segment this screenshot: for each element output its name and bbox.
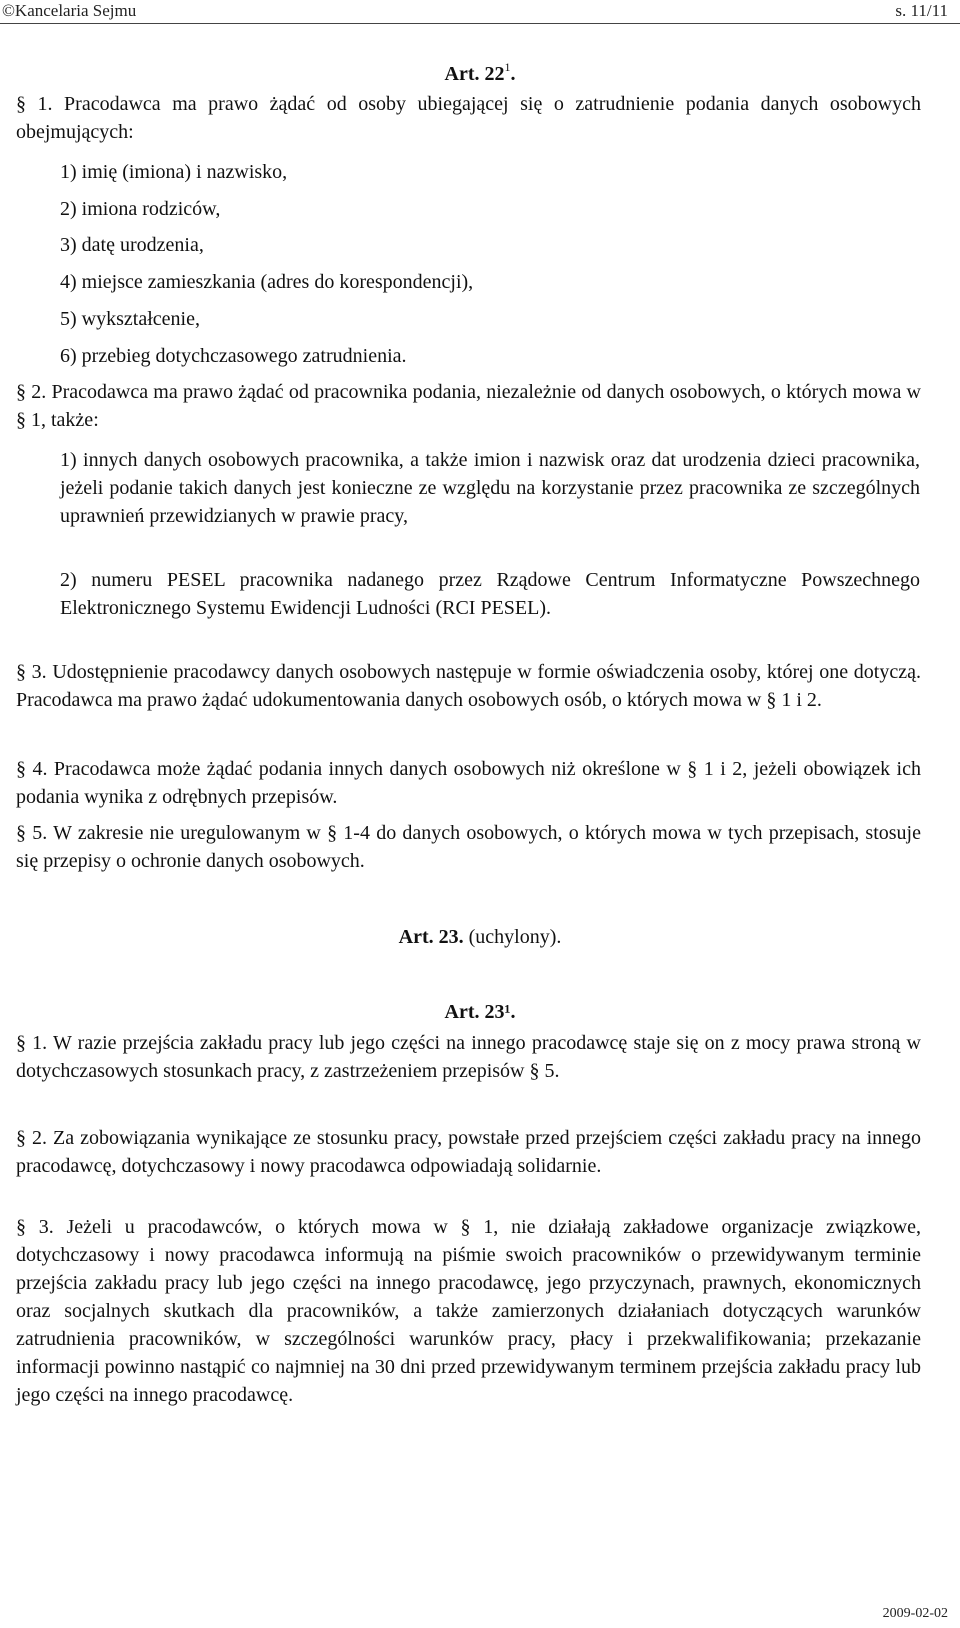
list-item: 1) imię (imiona) i nazwisko, — [60, 161, 288, 183]
list-item: 1) innych danych osobowych pracownika, a także imion i nazwisk oraz dat urodzenia dzieci pracownika, jeżeli podanie takich danych jest konieczne ze względu na korzystanie przez pracownika ze szczególnych uprawnień przewidzianych w prawie pracy, — [60, 449, 920, 527]
paragraph-22-1-1: § 1. Pracodawca ma prawo żądać od osoby ubiegającej się o zatrudnienie podania danych osobowych obejmujących: — [16, 93, 921, 143]
publisher-label: ©Kancelaria Sejmu — [2, 1, 137, 20]
paragraph-23-1-1: § 1. W razie przejścia zakładu pracy lub jego części na innego pracodawcę staje się on z mocy prawa stroną w dotychczasowych stosunkach pracy, z zastrzeżeniem przepisów § 5. — [16, 1032, 921, 1082]
article-heading-23 — [0, 925, 960, 949]
paragraph-23-1-3: § 3. Jeżeli u pracodawców, o których mowa w § 1, nie działają zakładowe organizacje związkowe, dotychczasowy i nowy pracodawca informują na piśmie swoich pracowników o przewidywanym terminie przejścia zakładu pracy lub jego części na innego pracodawcę, jego przyczynach, prawnych, ekonomicznych oraz socjalnych skutkach dla pracowników, a także zamierzonych działaniach dotyczących warunków zatrudnienia pracowników, w szczególności warunków pracy, płacy i przekwalifikowania; przekazanie informacji powinno nastąpić co najmniej na 30 dni przed przewidywanym terminem przejścia zakładu pracy lub jego części na innego pracodawcę. — [16, 1216, 921, 1406]
page-header — [0, 0, 960, 22]
article-superscript: 1 — [504, 60, 511, 74]
list-item: 5) wykształcenie, — [60, 308, 200, 330]
list-item: 4) miejsce zamieszkania (adres do korespondencji), — [60, 271, 474, 293]
article-title: Art. 23. — [398, 926, 464, 948]
paragraph-23-1-2: § 2. Za zobowiązania wynikające ze stosunku pracy, powstałe przed przejściem części zakładu pracy na innego pracodawcę, dotychczasowy i nowy pracodawca odpowiadają solidarnie. — [16, 1127, 921, 1177]
paragraph-22-1-5: § 5. W zakresie nie uregulowanym w § 1-4 do danych osobowych, o których mowa w tych przepisach, stosuje się przepisy o ochronie danych osobowych. — [16, 822, 921, 872]
article-status: (uchylony). — [463, 926, 562, 948]
list-item: 2) numeru PESEL pracownika nadanego przez Rządowe Centrum Informatyczne Powszechnego Elektronicznego Systemu Ewidencji Ludności (RCI PESEL). — [60, 569, 920, 619]
header-divider — [0, 23, 960, 24]
paragraph-22-1-4: § 4. Pracodawca może żądać podania innych danych osobowych niż określone w § 1 i 2, jeżeli obowiązek ich podania wynika z odrębnych przepisów. — [16, 758, 921, 808]
article-title: Art. 23¹. — [444, 1001, 516, 1023]
page-date: 2009-02-02 — [882, 1606, 948, 1621]
paragraph-22-1-2: § 2. Pracodawca ma prawo żądać od pracownika podania, niezależnie od danych osobowych, o których mowa w § 1, także: — [16, 381, 921, 431]
list-item: 6) przebieg dotychczasowego zatrudnienia. — [60, 345, 407, 367]
article-heading-23-1 — [0, 1000, 960, 1024]
list-item: 2) imiona rodziców, — [60, 198, 221, 220]
article-title: Art. 22 — [444, 63, 505, 85]
article-heading-22-1 — [0, 62, 960, 86]
paragraph-22-1-3: § 3. Udostępnienie pracodawcy danych osobowych następuje w formie oświadczenia osoby, której one dotyczą. Pracodawca ma prawo żądać udokumentowania danych osobowych osób, o których mowa w § 1 i 2. — [16, 661, 921, 711]
article-title-dot: . — [510, 63, 516, 85]
page-number: s. 11/11 — [895, 1, 948, 20]
list-item: 3) datę urodzenia, — [60, 234, 204, 256]
